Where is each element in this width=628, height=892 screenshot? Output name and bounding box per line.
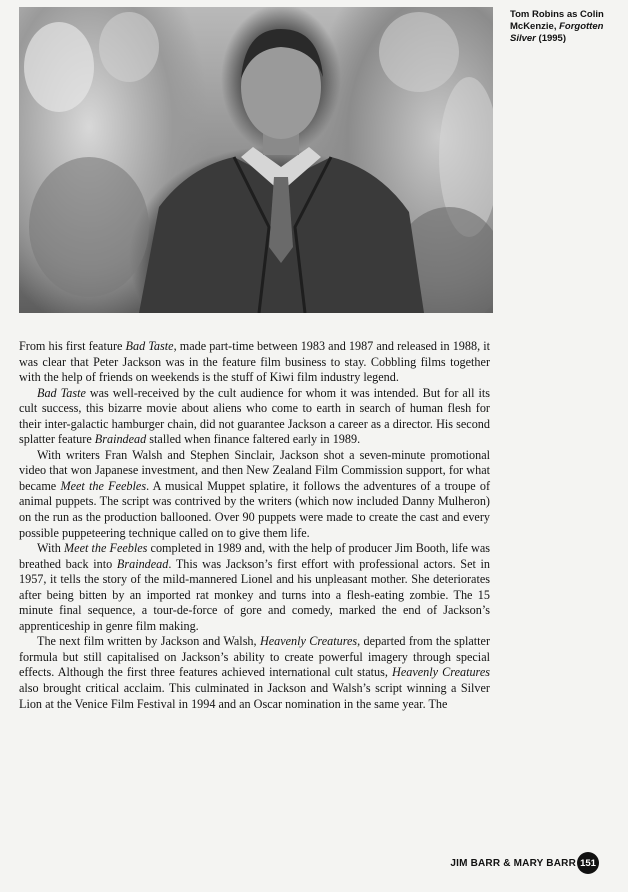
body-paragraph <box>19 386 490 448</box>
caption-film-title: Forgotten Silver <box>510 21 604 44</box>
italic-title-text: Meet the Feebles <box>60 478 147 493</box>
paragraph-text: , departed from the splatter formula but still capitalised on Jackson’s ability to create powerful imagery through special effects. Although the first three features achieved international cult status, <box>19 634 491 680</box>
caption-year: (1995) <box>538 33 566 44</box>
italic-title-text: Braindead <box>116 556 169 571</box>
paragraph-text: The next film written by Jackson and Walsh, <box>37 634 260 649</box>
paragraph-text: stalled when finance faltered early in 1989. <box>146 432 361 447</box>
paragraph-text: . This was Jackson’s first effort with professional actors. Set in 1957, it tells the story of the mild-mannered Lionel and his unpleasant mother. She deteriorates after being bitten by an imported rat monkey and turns into a flesh-eating zombie. The 15 minute final sequence, a tour-de-force of gore and comedy, marked the end of Jackson’s apprenticeship in genre film making. <box>19 556 491 633</box>
italic-title-text: Bad Taste <box>125 339 174 353</box>
body-paragraph <box>19 339 490 386</box>
paragraph-text: was well-received by the cult audience for whom it was intended. But for all its cult success, this bizarre movie about aliens who come to earth in search of human flesh for their inter-galactic hamburger chain, did not guarantee Jackson a career as a director. His second splatter feature <box>19 385 490 447</box>
paragraph-text: From his first feature <box>19 339 126 353</box>
caption-names: Tom Robins as Colin McKenzie, <box>510 9 604 32</box>
italic-title-text: Braindead <box>94 432 147 447</box>
page-number-badge: 151 <box>577 852 599 874</box>
italic-title-text: Meet the Feebles <box>64 541 148 556</box>
body-paragraph <box>19 541 490 634</box>
italic-title-text: Bad Taste <box>37 385 86 400</box>
paragraph-text: also brought critical acclaim. This culminated in Jackson and Walsh’s script winning a Silver Lion at the Venice Film Festival in 1994 and an Oscar nomination in the same year. The <box>19 681 490 711</box>
paragraph-text: With writers Fran Walsh and Stephen Sinclair, Jackson shot a seven-minute promotional video that won Japanese investment, and then New Zealand Film Commission support, for what became <box>19 447 490 493</box>
paragraph-text: With <box>37 541 65 556</box>
photo-caption <box>510 9 620 45</box>
body-paragraph <box>19 634 490 712</box>
italic-title-text: Heavenly Creatures <box>392 665 490 680</box>
article-body <box>19 339 490 712</box>
running-footer-authors: JIM BARR & MARY BARR <box>450 858 576 869</box>
body-paragraph <box>19 448 490 541</box>
paragraph-text: . A musical Muppet splatire, it follows the adventures of a troupe of animal puppets. The script was contrived by the writers (which now included Danny Mulheron) on the run as the production ballooned. Over 90 puppets were made to create the cast and every possible puppeteering technique called on to give them life. <box>19 478 490 540</box>
film-still-photo <box>19 7 493 313</box>
paragraph-text: completed in 1989 and, with the help of producer Jim Booth, life was breathed back into <box>19 541 490 571</box>
italic-title-text: Heavenly Creatures <box>259 634 358 649</box>
paragraph-text: , made part-time between 1983 and 1987 and released in 1988, it was clear that Peter Jackson was in the feature film business to stay. Cobbling films together with the help of friends on weekends is the stuff of Kiwi film industry legend. <box>19 339 490 385</box>
photo-illustration <box>19 7 493 313</box>
